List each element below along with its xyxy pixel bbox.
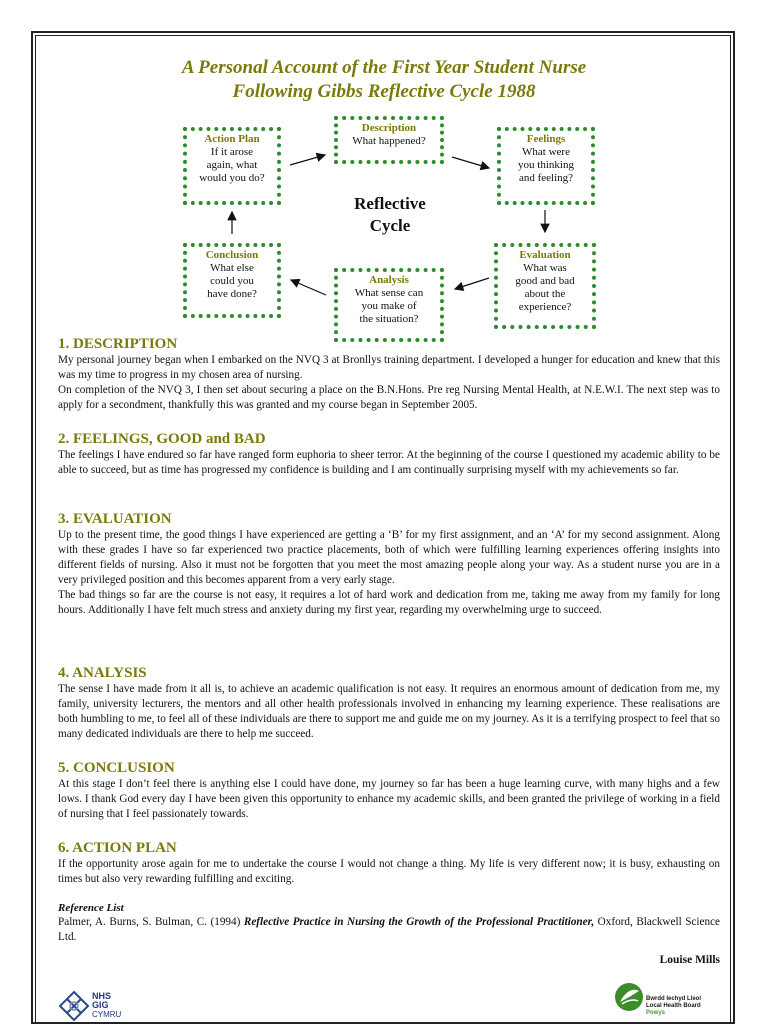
lhb-logo-text xyxy=(646,996,701,1017)
cycle-center-line: Reflective xyxy=(354,194,426,213)
cycle-box-analysis xyxy=(334,268,444,342)
nhs-logo xyxy=(58,990,122,1024)
analysis-box-text: you make of xyxy=(361,300,417,312)
nhs-logo-line: GIG xyxy=(92,1000,109,1010)
section-evaluation xyxy=(58,510,720,618)
description-box-title: Description xyxy=(361,122,417,134)
reference-entry xyxy=(58,915,720,945)
cycle-center-label xyxy=(330,193,450,237)
evaluation-box-text: good and bad xyxy=(515,275,575,287)
section-paragraph: The feelings I have endured so far have ranged form euphoria to sheer terror. At the beginning of the course I questioned my academic ability to be able to succeed, but as time has progressed my confidence is building and I am continually surprising myself with my achievements so far. xyxy=(58,449,720,476)
feelings-box-text: and feeling? xyxy=(518,172,574,184)
cycle-box-feelings xyxy=(497,127,595,205)
arrow-description-to-feelings xyxy=(452,157,489,168)
section-paragraph: At this stage I don’t feel there is anything else I could have done, my journey so far has been a huge learning curve, with many highs and a few lows. I thank God every day I have been given this opportunity to enhance my academic skills, and been granted the privilege of working in a field of nursing that I feel passionately towards. xyxy=(58,778,720,820)
section-paragraph: Up to the present time, the good things I have experienced are getting a ‘B’ for my first assignment, and an ‘A’ for my second assignment. Along with these grades I have so far experienced two practice placements, both of which were fulfilling learning experiences offering insights into different fields of nursing. Also it must not be forgotten that you meet the most amazing people along your way. As a student nurse you are in a very privileged position and this becomes apparent from a very early stage. xyxy=(58,529,720,586)
nhs-logo-line: CYMRU xyxy=(92,1010,122,1019)
reference-authors: Palmer, A. Burns, S. Bulman, C. (1994) xyxy=(58,916,244,928)
local-health-board-logo xyxy=(614,982,724,1022)
arrow-action-to-description xyxy=(290,155,325,165)
cycle-center-line: Cycle xyxy=(369,216,411,235)
section-heading: 5. CONCLUSION xyxy=(58,760,175,776)
lhb-logo-line: Powys xyxy=(646,1010,666,1016)
evaluation-box-title: Evaluation xyxy=(519,249,571,261)
cycle-box-action-plan xyxy=(183,127,281,205)
conclusion-box-title: Conclusion xyxy=(205,249,259,261)
section-heading: 3. EVALUATION xyxy=(58,511,172,527)
evaluation-box-text: about the xyxy=(524,288,566,300)
action-plan-box-text: would you do? xyxy=(199,172,265,184)
section-heading: 4. ANALYSIS xyxy=(58,665,147,681)
leaf-icon xyxy=(614,982,644,1012)
section-action-plan xyxy=(58,839,720,887)
nhs-logo-text xyxy=(92,992,121,1019)
title-line-1: A Personal Account of the First Year Student Nurse xyxy=(181,57,587,78)
section-paragraph: The sense I have made from it all is, to achieve an academic qualification is not easy. It requires an enormous amount of dedication from me, my family, university lecturers, the mentors and all other health professionals involved in enhancing my learning experience. These realisations are both humbling to me, to feel all of these individuals are there to support me and guide me on my journey. As it is a terrifying prospect to feel that so many dedicated individuals are there to help me succeed. xyxy=(58,683,720,740)
evaluation-box-text: experience? xyxy=(518,301,572,313)
reference-heading: Reference List xyxy=(58,902,124,914)
cycle-box-description xyxy=(334,116,444,164)
section-feelings xyxy=(58,430,720,478)
title-line-2: Following Gibbs Reflective Cycle 1988 xyxy=(232,81,536,102)
action-plan-box-text: again, what xyxy=(206,159,258,171)
arrow-analysis-to-conclusion xyxy=(291,280,326,295)
section-paragraph: On completion of the NVQ 3, I then set about securing a place on the B.N.Hons. Pre reg Nursing Mental Health, at N.E.W.I. The next step was to apply for a secondment, thankfully this was granted and my course began in September 2005. xyxy=(58,384,720,411)
author-name: Louise Mills xyxy=(659,954,720,966)
nhs-knot-icon xyxy=(58,990,90,1022)
feelings-box-text: What were xyxy=(522,146,570,158)
section-heading: 1. DESCRIPTION xyxy=(58,336,178,352)
reference-publisher: Oxford, Blackwell Science Ltd. xyxy=(58,916,720,943)
section-paragraph: My personal journey began when I embarked on the NVQ 3 at Bronllys training department. I developed a hunger for education and knew that this was my time to progress in my chosen area of nursing. xyxy=(58,354,720,381)
evaluation-box-text: What was xyxy=(523,262,567,274)
section-conclusion xyxy=(58,759,720,822)
analysis-box-text: What sense can xyxy=(354,287,424,299)
section-description xyxy=(58,335,720,413)
reference-book-title: Reflective Practice in Nursing the Growth of the Professional Practitioner, xyxy=(243,916,595,928)
conclusion-box-text: have done? xyxy=(207,288,257,300)
analysis-box-title: Analysis xyxy=(369,274,409,286)
conclusion-box-text: What else xyxy=(210,262,254,274)
reference-list xyxy=(58,901,720,945)
description-box-text: What happened? xyxy=(352,135,426,147)
action-plan-box-title: Action Plan xyxy=(204,133,260,145)
lhb-logo-line: Bwrdd Iechyd Lleol xyxy=(646,996,702,1002)
section-paragraph: The bad things so far are the course is not easy, it requires a lot of hard work and dedication from me, taking me away from my family for long hours. Additionally I have felt much stress and anxiety during my first year, regarding my overwhelming urge to succeed. xyxy=(58,589,720,616)
feelings-box-text: you thinking xyxy=(518,159,574,171)
section-heading: 2. FEELINGS, GOOD and BAD xyxy=(58,431,266,447)
cycle-box-evaluation xyxy=(494,243,596,329)
section-paragraph: If the opportunity arose again for me to undertake the course I would not change a thing. My life is very different now; it is busy, exhausting on times but also very rewarding fulfilling and exciting. xyxy=(58,858,720,885)
feelings-box-title: Feelings xyxy=(526,133,566,145)
section-heading: 6. ACTION PLAN xyxy=(58,840,177,856)
section-analysis xyxy=(58,664,720,742)
analysis-box-text: the situation? xyxy=(359,313,419,325)
lhb-logo-line: Local Health Board xyxy=(646,1003,701,1009)
action-plan-box-text: If it arose xyxy=(210,146,254,158)
nhs-logo-line: NHS xyxy=(92,991,112,1001)
arrow-evaluation-to-analysis xyxy=(455,278,489,289)
conclusion-box-text: could you xyxy=(210,275,254,287)
cycle-box-conclusion xyxy=(183,243,281,318)
